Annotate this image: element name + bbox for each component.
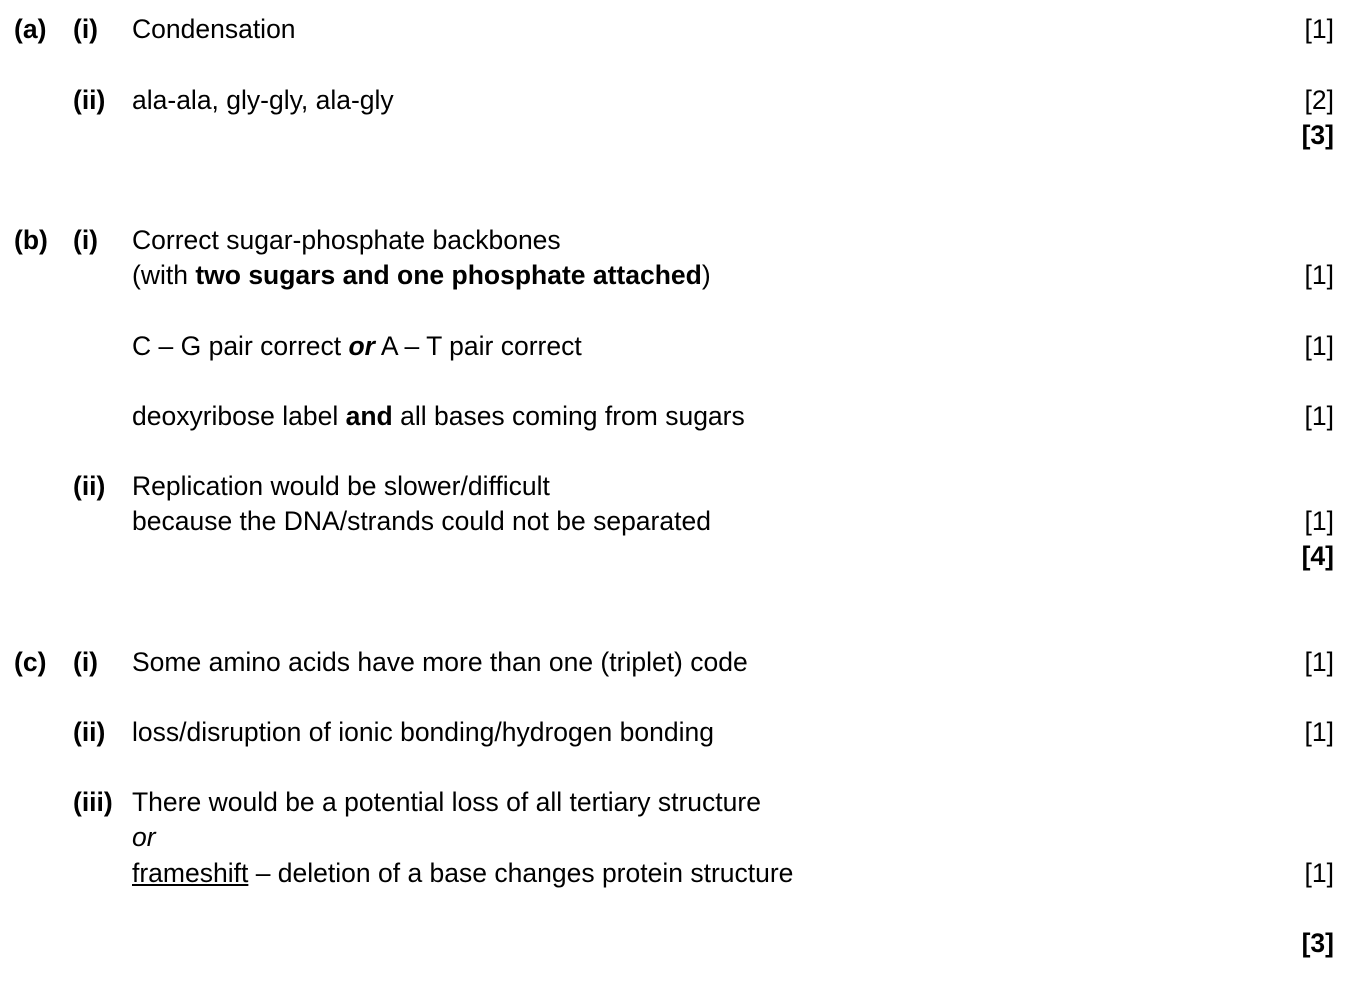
answer-b-i-line4	[132, 399, 745, 434]
answer-b-ii-line2: because the DNA/strands could not be separated	[132, 506, 711, 536]
answer-b-i-line3-pre: C – G pair correct	[132, 331, 349, 361]
subpart-label-b-ii: (ii)	[73, 471, 106, 501]
subpart-label-b-i: (i)	[73, 225, 99, 255]
part-label-c: (c)	[14, 647, 47, 677]
answer-b-i-line2-bold: two sugars and one phosphate attached	[195, 260, 702, 290]
answer-c-iii-line3-post: – deletion of a base changes protein structure	[248, 858, 794, 888]
subpart-label-a-ii: (ii)	[73, 85, 106, 115]
answer-b-ii-line1: Replication would be slower/difficult	[132, 471, 550, 501]
subpart-label-c-ii: (ii)	[73, 717, 106, 747]
subpart-label-c-iii: (iii)	[73, 787, 113, 817]
answer-b-i-line3-post: A – T pair correct	[374, 331, 582, 361]
answer-b-i-line4-pre: deoxyribose label	[132, 401, 346, 431]
answer-a-ii: ala-ala, gly-gly, ala-gly	[132, 85, 394, 115]
mark-b-ii: [1]	[1304, 506, 1334, 536]
part-label-a: (a)	[14, 14, 47, 44]
answer-a-i: Condensation	[132, 14, 296, 44]
answer-c-iii-frameshift: frameshift	[132, 858, 249, 888]
answer-b-i-line2	[132, 258, 711, 293]
answer-b-i-line2-pre: (with	[132, 260, 196, 290]
total-a: [3]	[1301, 120, 1334, 150]
answer-b-i-line3-or: or	[348, 331, 375, 361]
mark-b-i-1: [1]	[1304, 260, 1334, 290]
answer-b-i-line3	[132, 329, 582, 364]
subpart-label-a-i: (i)	[73, 14, 99, 44]
answer-c-ii: loss/disruption of ionic bonding/hydrogen bonding	[132, 717, 714, 747]
answer-b-i-line4-and: and	[345, 401, 393, 431]
answer-c-iii-line3	[132, 856, 793, 891]
mark-c-iii: [1]	[1304, 858, 1334, 888]
total-b: [4]	[1301, 541, 1334, 571]
answer-c-iii-or: or	[132, 822, 156, 852]
mark-b-i-3: [1]	[1304, 401, 1334, 431]
mark-b-i-2: [1]	[1304, 331, 1334, 361]
answer-b-i-line2-post: )	[701, 260, 711, 290]
mark-c-ii: [1]	[1304, 717, 1334, 747]
mark-c-i: [1]	[1304, 647, 1334, 677]
subpart-label-c-i: (i)	[73, 647, 99, 677]
part-label-b: (b)	[14, 225, 48, 255]
total-c: [3]	[1301, 928, 1334, 958]
answer-b-i-line4-post: all bases coming from sugars	[392, 401, 745, 431]
answer-c-i: Some amino acids have more than one (triplet) code	[132, 647, 748, 677]
mark-a-ii: [2]	[1304, 85, 1334, 115]
mark-a-i: [1]	[1304, 14, 1334, 44]
answer-b-i-line1: Correct sugar-phosphate backbones	[132, 225, 561, 255]
answer-c-iii-line1: There would be a potential loss of all tertiary structure	[132, 787, 761, 817]
